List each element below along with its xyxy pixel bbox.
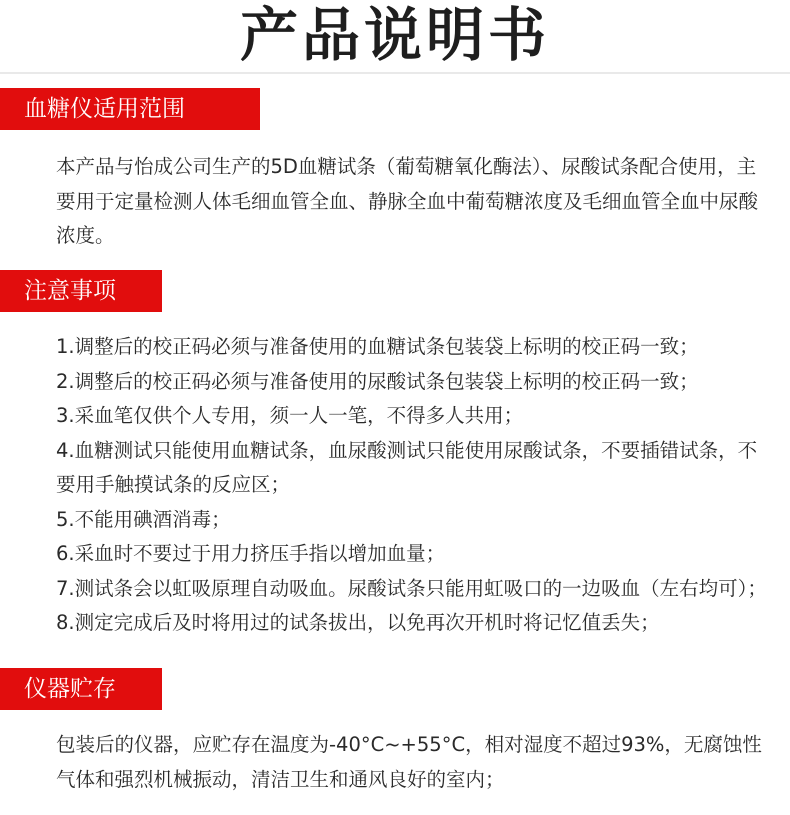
- note-item-3: 3.采血笔仅供个人专用，须一人一笔，不得多人共用；: [56, 404, 524, 427]
- note-item-2: 2.调整后的校正码必须与准备使用的尿酸试条包装袋上标明的校正码一致；: [56, 369, 699, 393]
- scope-description: [56, 150, 772, 254]
- section-heading-storage: 仪器贮存: [0, 668, 162, 710]
- notes-list: [56, 330, 772, 641]
- note-item-5: 5.不能用碘酒消毒；: [56, 507, 231, 531]
- notes-block: [56, 330, 772, 641]
- section-heading-scope: 血糖仪适用范围: [0, 88, 260, 130]
- note-item-6: 6.采血时不要过于用力挤压手指以增加血量；: [56, 542, 446, 565]
- section-heading-notes: 注意事项: [0, 270, 162, 312]
- title-divider: [0, 72, 790, 74]
- note-item-8: 8.测定完成后及时将用过的试条拔出，以免再次开机时将记忆值丢失；: [56, 611, 660, 634]
- page-title: 产品说明书: [239, 1, 550, 69]
- scope-text: 本产品与怡成公司生产的5D血糖试条（葡萄糖氧化酶法）、尿酸试条配合使用，主要用于定量检测人体毛细血管全血、静脉全血中葡萄糖浓度及毛细血管全血中尿酸浓度。: [56, 155, 759, 247]
- note-item-1: 1.调整后的校正码必须与准备使用的血糖试条包装袋上标明的校正码一致；: [56, 335, 699, 358]
- note-item-7: 7.测试条会以虹吸原理自动吸血。尿酸试条只能用虹吸口的一边吸血（左右均可）；: [56, 576, 767, 600]
- storage-description: [56, 728, 772, 797]
- note-item-4: 4.血糖测试只能使用血糖试条，血尿酸测试只能使用尿酸试条，不要插错试条，不要用手触摸试条的反应区；: [56, 438, 758, 496]
- storage-text: 包装后的仪器，应贮存在温度为-40°C~+55°C，相对湿度不超过93%，无腐蚀性气体和强烈机械振动，清洁卫生和通风良好的室内；: [56, 733, 762, 791]
